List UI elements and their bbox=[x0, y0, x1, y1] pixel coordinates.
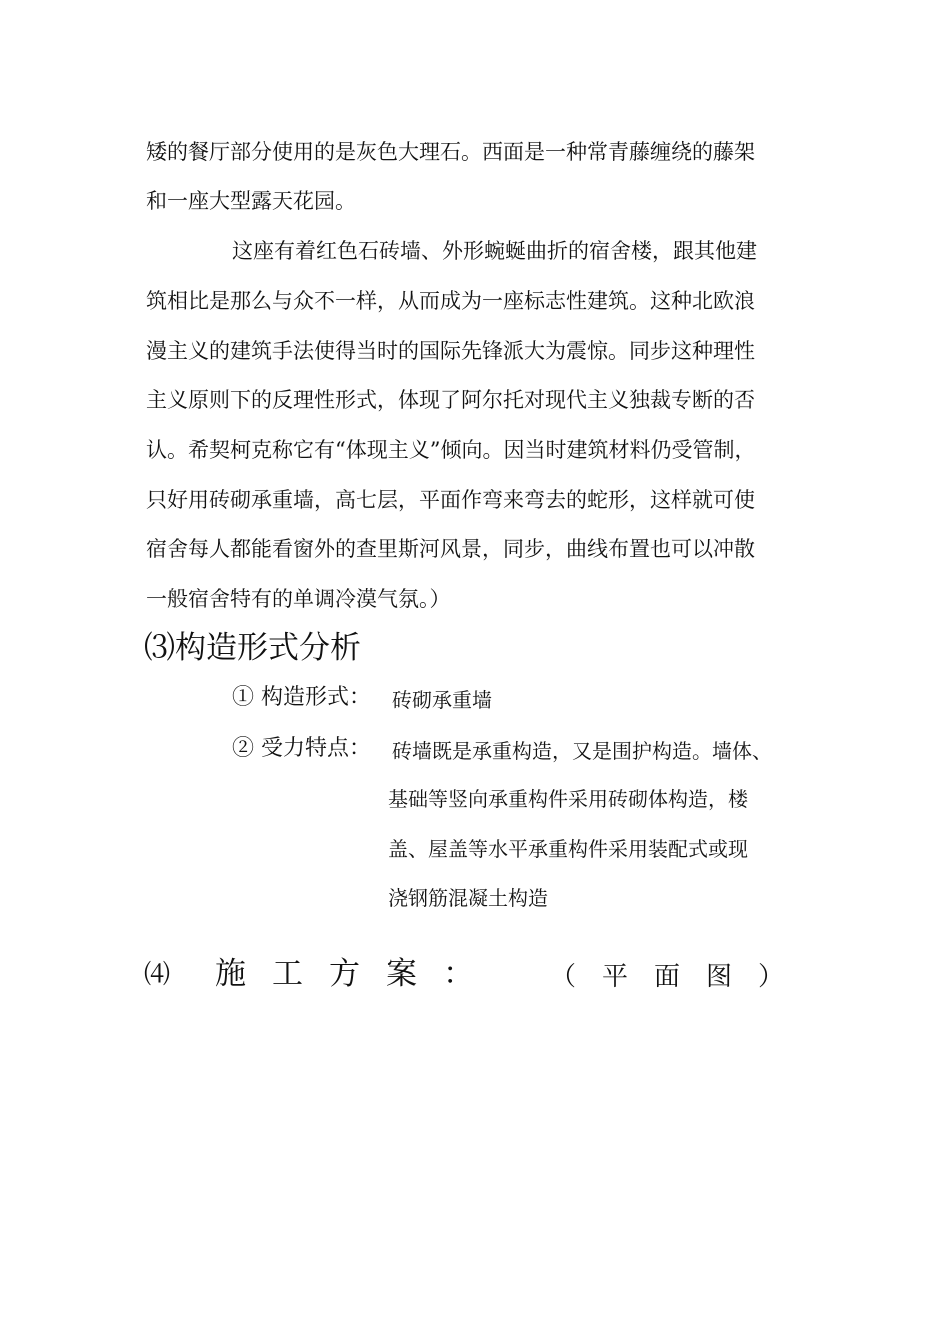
paragraph-line: 这座有着红色石砖墙、外形蜿蜒曲折的宿舍楼，跟其他建 bbox=[232, 239, 757, 263]
item-text-line: 基础等竖向承重构件采用砖砌体构造，楼 bbox=[388, 787, 748, 811]
paragraph-line: 筑相比是那么与众不一样，从而成为一座标志性建筑。这种北欧浪 bbox=[146, 289, 755, 313]
paragraph-line: 只好用砖砌承重墙，高七层，平面作弯来弯去的蛇形，这样就可使 bbox=[146, 488, 755, 512]
paragraph-line: 主义原则下的反理性形式，体现了阿尔托对现代主义独裁专断的否 bbox=[146, 388, 755, 412]
item-text-line: 砖墙既是承重构造，又是围护构造。墙体、 bbox=[392, 739, 772, 763]
section-heading: 施工方案： bbox=[215, 956, 500, 992]
section-number: ⑷ bbox=[144, 960, 171, 990]
paragraph-line: 认。希契柯克称它有“体现主义”倾向。因当时建筑材料仍受管制， bbox=[146, 438, 756, 462]
item-label: ② 受力特点： bbox=[232, 736, 371, 761]
item-text-line: 浇钢筋混凝土构造 bbox=[388, 886, 548, 910]
paragraph-line: 宿舍每人都能看窗外的查里斯河风景，同步，曲线布置也可以冲散 bbox=[146, 537, 755, 561]
item-text-line: 盖、屋盖等水平承重构件采用装配式或现 bbox=[388, 837, 748, 861]
item-text: 砖砌承重墙 bbox=[392, 688, 492, 712]
item-label: ① 构造形式： bbox=[232, 685, 371, 710]
paragraph-line: 漫主义的建筑手法使得当时的国际先锋派大为震惊。同步这种理性 bbox=[146, 339, 755, 363]
paragraph-line: 矮的餐厅部分使用的是灰色大理石。西面是一种常青藤缠绕的藤架 bbox=[146, 140, 755, 164]
paragraph-line: 一般宿舍特有的单调冷漠气氛。） bbox=[146, 587, 451, 611]
section-subheading: （平面图） bbox=[550, 962, 811, 992]
paragraph-line: 和一座大型露天花园。 bbox=[146, 189, 356, 213]
section-heading: ⑶构造形式分析 bbox=[144, 630, 361, 666]
